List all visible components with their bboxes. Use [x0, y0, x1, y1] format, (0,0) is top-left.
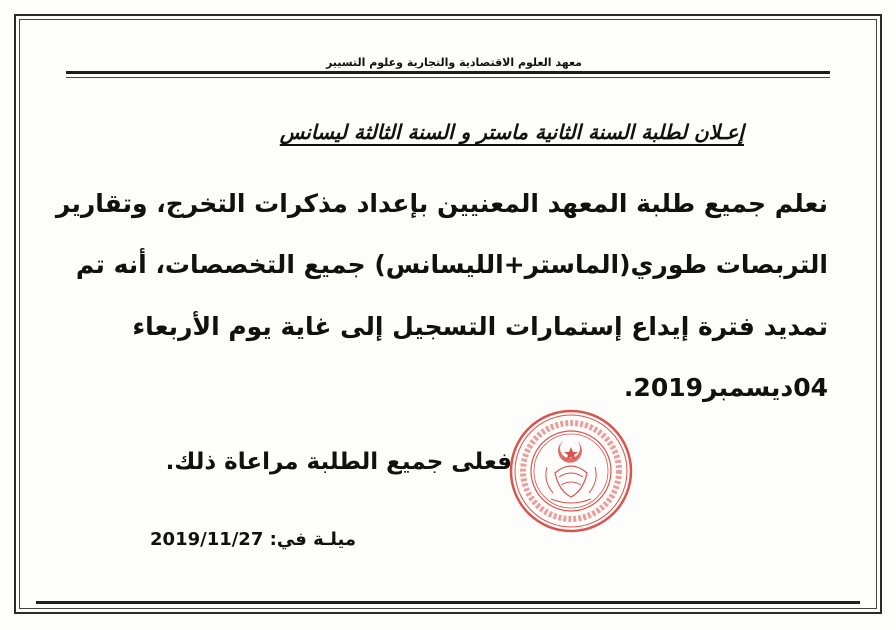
header-divider — [66, 71, 830, 74]
header-divider-thin — [66, 77, 830, 78]
date-line: ميلـة في: 2019/11/27 — [150, 529, 356, 550]
announcement-title: إعـلان لطلبة السنة الثانية ماستر و السنة الثالثة ليسانس — [279, 120, 744, 144]
official-seal-icon — [507, 407, 635, 535]
closing-statement: فعلى جميع الطلبة مراعاة ذلك. — [165, 449, 512, 475]
institute-header: معهد العلوم الاقتصادية والتجارية وعلوم التسيير — [325, 56, 582, 69]
body-line-3: تمديد فترة إيداع إستمارات التسجيل إلى غاية يوم الأربعاء — [132, 312, 828, 341]
body-line-1: نعلم جميع طلبة المعهد المعنيين بإعداد مذكرات التخرج، وتقارير — [55, 189, 828, 218]
footer-divider — [36, 601, 860, 604]
body-line-4: 04ديسمبر2019. — [623, 373, 828, 402]
body-line-2: التربصات طوري(الماستر+الليسانس) جميع التخصصات، أنه تم — [75, 250, 828, 279]
